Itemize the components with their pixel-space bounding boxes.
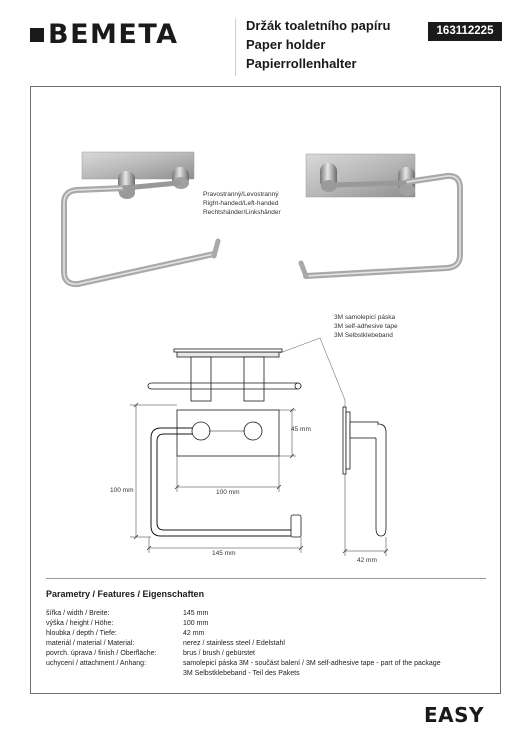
handed-note-de: Rechtshänder/Linkshänder (203, 209, 281, 216)
param-row-attachment-continued (46, 669, 441, 679)
series-name: EASY (424, 703, 485, 727)
param-value: nerez / stainless steel / Edelstahl (183, 640, 285, 647)
param-value: 3M Selbstklebeband - Teil des Pakets (183, 670, 300, 677)
param-label: materiál / material / Material: (46, 640, 135, 647)
tape-note-de: 3M Selbstklebeband (334, 332, 393, 339)
dim-plate-width-label: 100 mm (216, 489, 240, 496)
param-row-height (46, 619, 441, 629)
parameters-title: Parametry / Features / Eigenschaften (46, 589, 205, 599)
param-label: uchycení / attachment / Anhang: (46, 660, 147, 667)
tape-note (334, 313, 398, 340)
param-value: samolepicí páska 3M - součást balení / 3M self-adhesive tape - part of the package (183, 660, 441, 667)
param-row-attachment (46, 659, 441, 669)
param-label (46, 669, 183, 679)
dim-height-label: 100 mm (110, 487, 134, 494)
title-german: Papierrollenhalter (246, 56, 357, 71)
param-label: povrch. úprava / finish / Oberfläche: (46, 650, 157, 657)
param-label: šířka / width / Breite: (46, 610, 110, 617)
tape-leader-line (280, 338, 345, 420)
product-photo-left-handed (301, 154, 460, 276)
dim-total-width-label: 145 mm (212, 550, 236, 557)
brand-name: BEMETA (48, 19, 179, 50)
handed-note (203, 190, 281, 217)
dim-plate-height-label: 45 mm (291, 426, 311, 433)
param-value: 145 mm (183, 610, 209, 617)
param-label: hloubka / depth / Tiefe: (46, 630, 117, 637)
front-view-drawing (151, 410, 301, 537)
param-value: brus / brush / gebürstet (183, 650, 255, 657)
parameters-table (46, 609, 441, 679)
dim-depth-label: 42 mm (357, 557, 377, 564)
handed-note-en: Right-handed/Left-handed (203, 200, 279, 207)
param-label: výška / height / Höhe: (46, 620, 114, 627)
tape-note-en: 3M self-adhesive tape (334, 323, 398, 330)
top-view-drawing (148, 349, 301, 401)
param-value: 100 mm (183, 620, 209, 627)
title-czech: Držák toaletního papíru (246, 18, 391, 33)
param-row-width (46, 609, 441, 619)
param-row-finish (46, 649, 441, 659)
tape-note-cs: 3M samolepicí páska (334, 314, 396, 321)
product-code-badge: 163112225 (428, 22, 502, 41)
param-row-depth (46, 629, 441, 639)
product-photo-right-handed (64, 152, 218, 284)
param-row-material (46, 639, 441, 649)
section-divider (46, 578, 486, 579)
param-value: 42 mm (183, 630, 205, 637)
handed-note-cs: Pravostranný/Levostranný (203, 191, 279, 198)
side-view-drawing (343, 407, 386, 536)
title-english: Paper holder (246, 37, 326, 52)
